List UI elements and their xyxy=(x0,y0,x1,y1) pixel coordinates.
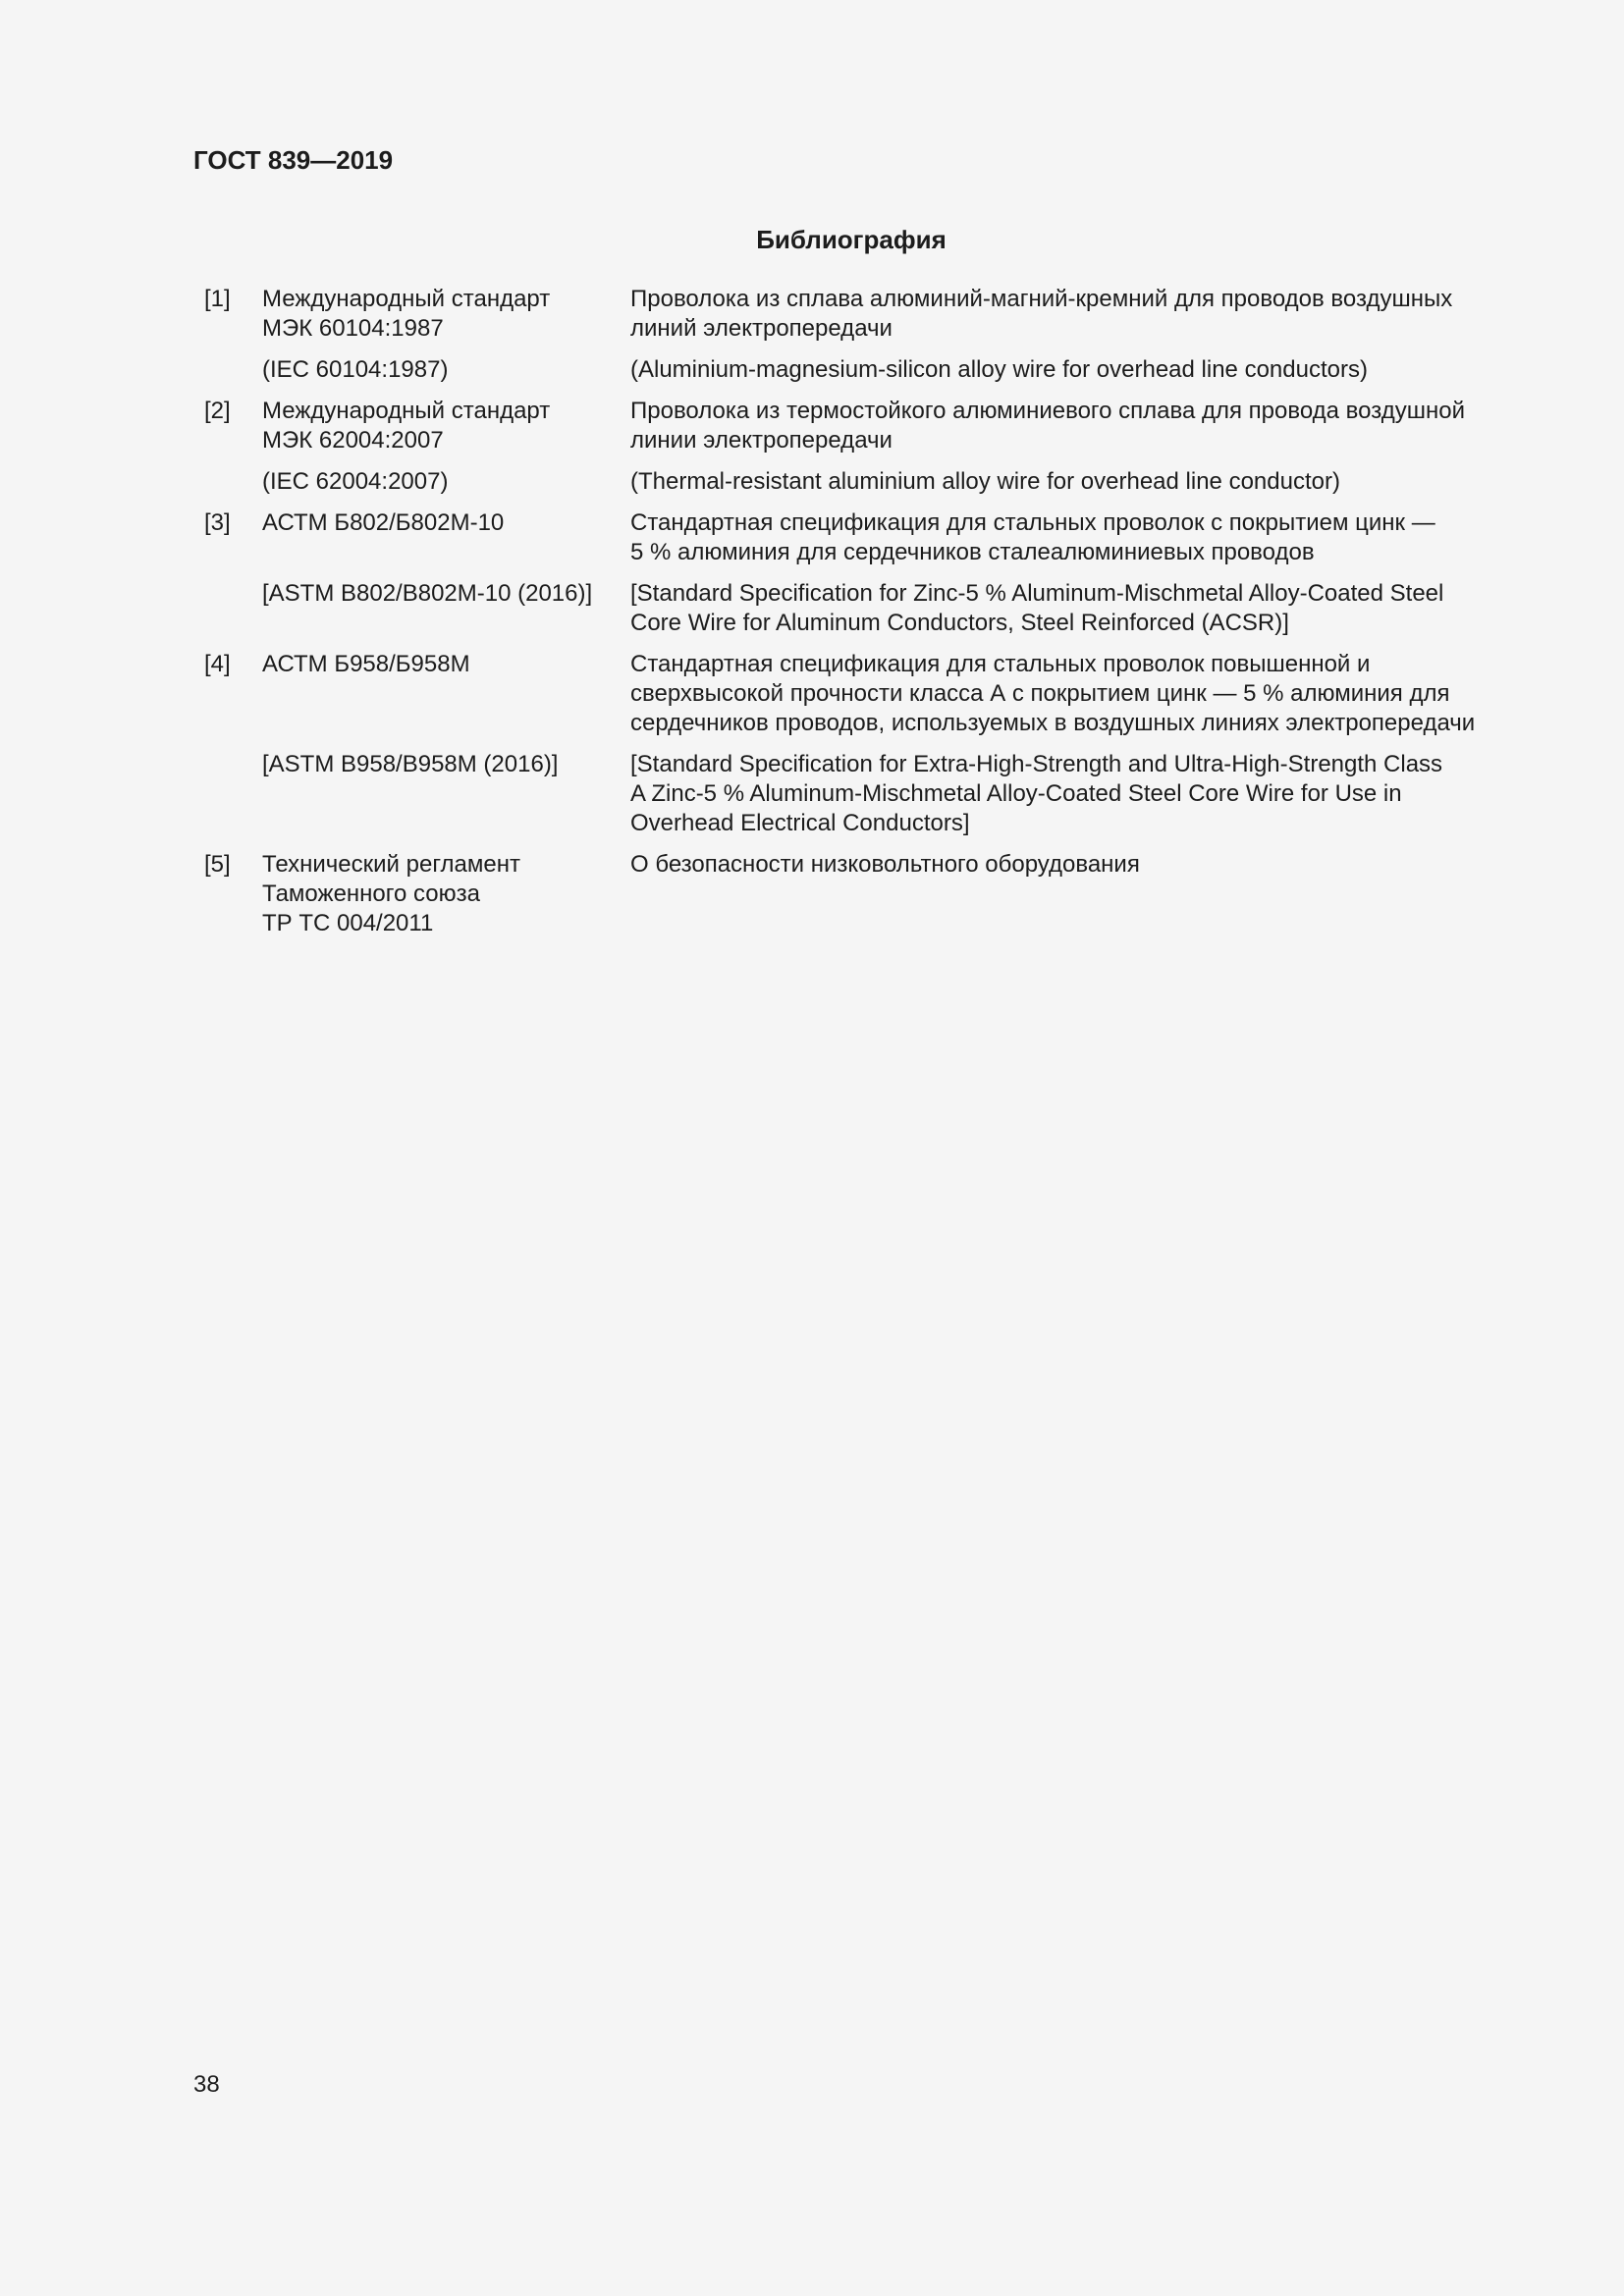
entry-row xyxy=(193,579,1494,638)
entry-description: Стандартная спецификация для стальных проволок повышенной и сверхвысокой прочности класса А с покрытием цинк — 5 % алюминия для сердечников проводов, используемых в воздушных линиях электропередачи xyxy=(630,651,1476,736)
entry-reference-original: (IEC 62004:2007) xyxy=(262,468,449,495)
document-header: ГОСТ 839—2019 xyxy=(193,145,394,175)
entry-description-original: (Aluminium-magnesium-silicon alloy wire for overhead line conductors) xyxy=(630,356,1368,383)
section-title: Библиография xyxy=(756,225,947,254)
bibliography-entry xyxy=(193,508,1494,638)
entry-description: Проволока из термостойкого алюминиевого сплава для провода воздушной линии электропередачи xyxy=(630,398,1465,454)
entry-description: Проволока из сплава алюминий-магний-кремний для проводов воздушных линий электропередачи xyxy=(630,286,1453,342)
entry-description: Стандартная спецификация для стальных проволок с покрытием цинк — 5 % алюминия для сердечников сталеалюминиевых проводов xyxy=(630,509,1435,565)
entry-row xyxy=(193,285,1494,344)
entry-reference: Технический регламент Таможенного союза ТР ТС 004/2011 xyxy=(262,851,520,936)
entry-reference: Международный стандарт МЭК 62004:2007 xyxy=(262,398,551,454)
bibliography-entry xyxy=(193,650,1494,838)
bibliography-list xyxy=(193,285,1494,950)
entry-row xyxy=(193,355,1494,385)
entry-number: [3] xyxy=(204,509,231,536)
bibliography-entry xyxy=(193,850,1494,938)
entry-number: [2] xyxy=(204,398,231,424)
entry-reference: Международный стандарт МЭК 60104:1987 xyxy=(262,286,551,342)
entry-row xyxy=(193,508,1494,567)
page-number: 38 xyxy=(193,2071,220,2098)
entry-reference-original: [ASTM B958/B958M (2016)] xyxy=(262,751,559,777)
entry-row xyxy=(193,650,1494,738)
entry-row xyxy=(193,750,1494,838)
entry-reference: АСТМ Б802/Б802М-10 xyxy=(262,509,505,536)
entry-reference: АСТМ Б958/Б958М xyxy=(262,651,470,677)
entry-number: [1] xyxy=(204,286,231,312)
entry-row xyxy=(193,397,1494,455)
entry-description-original: (Thermal-resistant aluminium alloy wire for overhead line conductor) xyxy=(630,468,1340,495)
entry-number: [4] xyxy=(204,651,231,677)
bibliography-entry xyxy=(193,285,1494,385)
entry-number: [5] xyxy=(204,851,231,878)
entry-description-original: [Standard Specification for Zinc-5 % Aluminum-Mischmetal Alloy-Coated Steel Core Wire for Aluminum Conductors, Steel Reinforced (ACSR)] xyxy=(630,580,1444,636)
entry-reference-original: (IEC 60104:1987) xyxy=(262,356,449,383)
entry-reference-original: [ASTM B802/B802M-10 (2016)] xyxy=(262,580,593,607)
entry-row xyxy=(193,467,1494,497)
entry-description: О безопасности низковольтного оборудования xyxy=(630,851,1140,878)
entry-description-original: [Standard Specification for Extra-High-Strength and Ultra-High-Strength Class A Zinc-5 % Aluminum-Mischmetal Alloy-Coated Steel Core Wire for Use in Overhead Electrical Conductors] xyxy=(630,751,1443,836)
bibliography-entry xyxy=(193,397,1494,497)
entry-row xyxy=(193,850,1494,938)
